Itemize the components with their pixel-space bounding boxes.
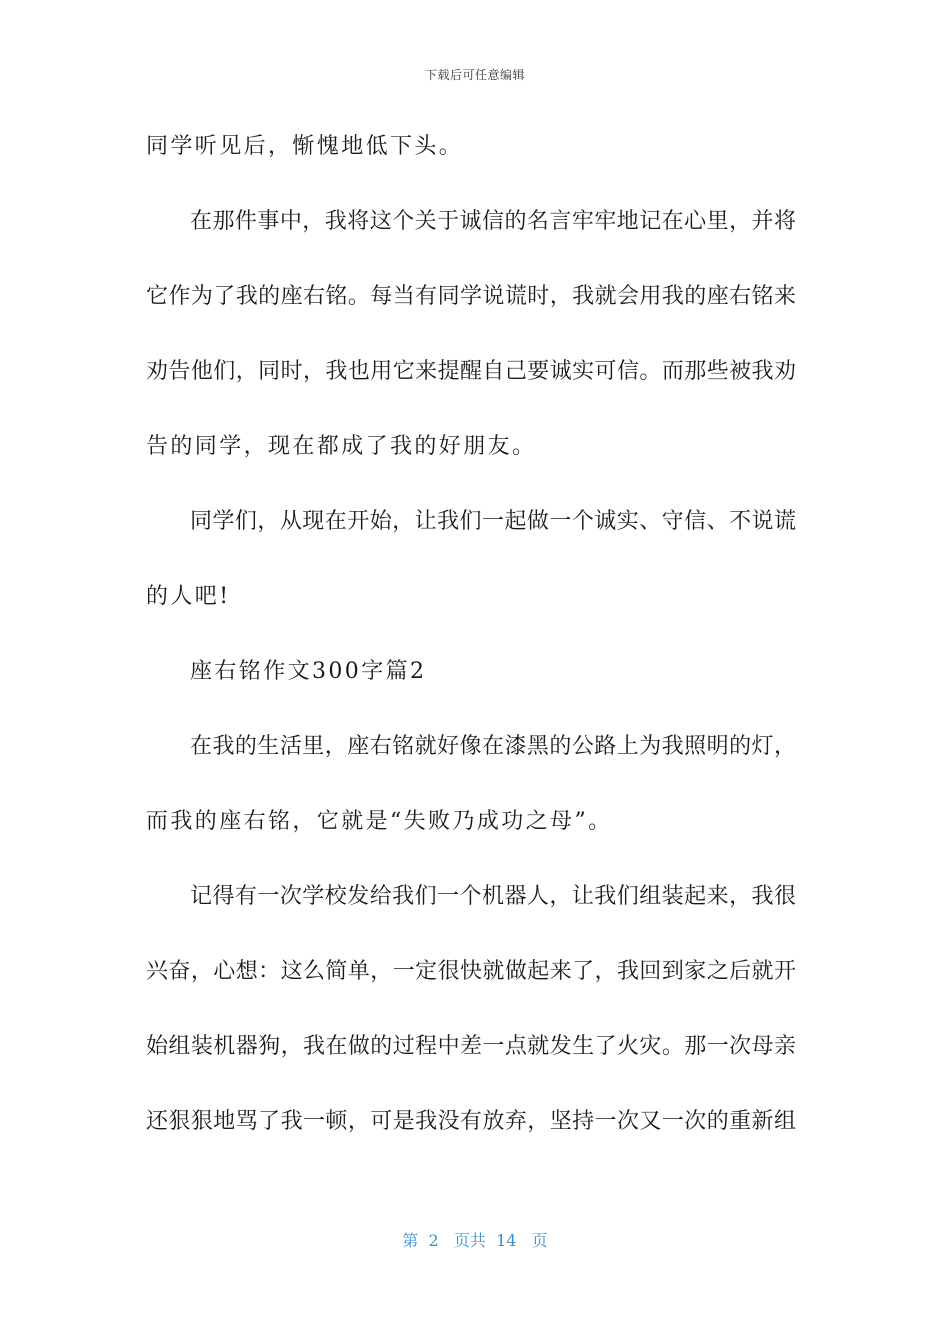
paragraph-line: 告的同学，现在都成了我的好朋友。 (146, 434, 537, 459)
paragraph-line: 记得有一次学校发给我们一个机器人，让我们组装起来，我很 (190, 884, 796, 909)
paragraph-line: 在那件事中，我将这个关于诚信的名言牢牢地记在心里，并将 (190, 209, 796, 234)
page-number: 第 2 页共 14 页 (402, 1231, 548, 1250)
paragraph-line: 同学听见后，惭愧地低下头。 (146, 134, 464, 159)
paragraph-line: 它作为了我的座右铭。每当有同学说谎时，我就会用我的座右铭来 (146, 284, 796, 309)
paragraph-line: 劝告他们，同时，我也用它来提醒自己要诚实可信。而那些被我劝 (146, 359, 796, 384)
document-body (146, 124, 796, 1174)
section-heading: 座右铭作文300字篇2 (190, 659, 427, 684)
header-note: 下载后可任意编辑 (424, 68, 525, 82)
paragraph-line: 同学们，从现在开始，让我们一起做一个诚实、守信、不说谎 (190, 509, 796, 534)
paragraph-line: 的人吧! (146, 584, 231, 609)
paragraph-line: 始组装机器狗，我在做的过程中差一点就发生了火灾。那一次母亲 (146, 1034, 796, 1059)
paragraph-line: 在我的生活里，座右铭就好像在漆黑的公路上为我照明的灯， (190, 734, 796, 759)
paragraph-line: 还狠狠地骂了我一顿，可是我没有放弃，坚持一次又一次的重新组 (146, 1109, 796, 1134)
paragraph-line: 而我的座右铭，它就是“失败乃成功之母”。 (146, 809, 613, 834)
paragraph-line: 兴奋，心想：这么简单，一定很快就做起来了，我回到家之后就开 (146, 959, 796, 984)
